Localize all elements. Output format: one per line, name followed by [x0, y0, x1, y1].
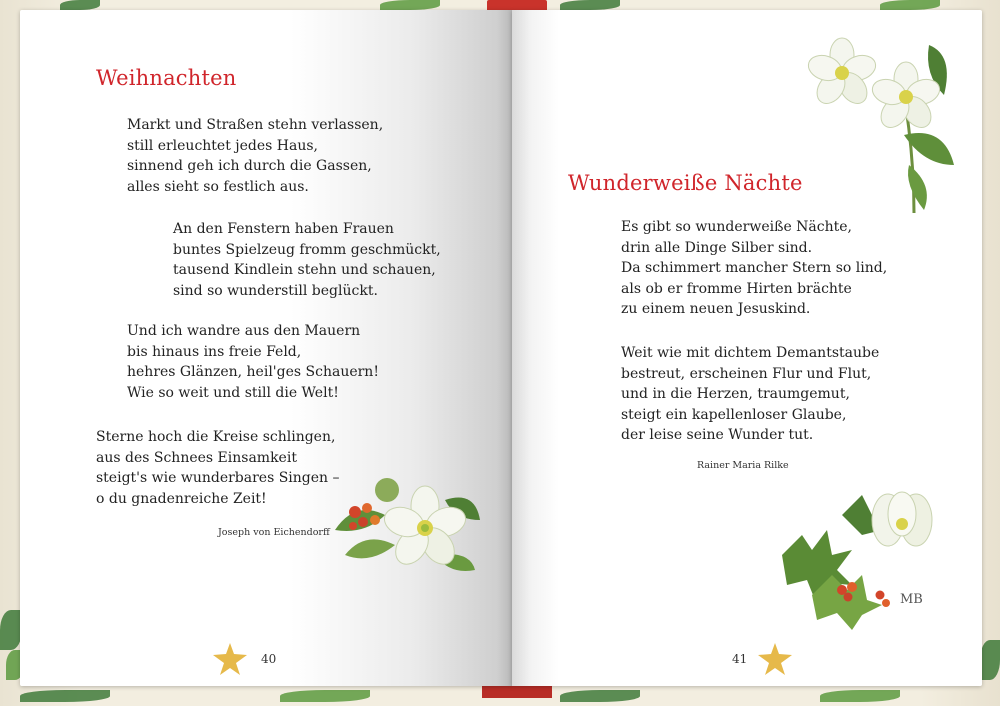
poem-title-left: Weihnachten [96, 66, 237, 90]
page-number-right: 41 [732, 652, 748, 666]
verse-line: hehres Glänzen, heil'ges Schauern! [127, 364, 379, 380]
cover-leaf-decoration [820, 690, 900, 702]
verse-line: Da schimmert mancher Stern so lind, [621, 260, 888, 276]
cover-leaf-decoration [380, 0, 440, 10]
verse-line: aus des Schnees Einsamkeit [96, 449, 297, 466]
verse-line: Weit wie mit dichtem Demantstaube [621, 345, 880, 361]
star-icon [212, 642, 248, 676]
cover-leaf-decoration [280, 690, 370, 702]
verse-line: als ob er fromme Hirten brächte [621, 280, 852, 297]
stanza-1 [621, 217, 887, 320]
cover-leaf-decoration [20, 690, 110, 702]
page-number-left: 40 [261, 652, 277, 666]
verse-line: der leise seine Wunder tut. [621, 427, 814, 443]
holly-berries [772, 475, 942, 630]
verse-line: zu einem neuen Jesuskind. [621, 301, 811, 317]
cover-leaf-decoration [560, 690, 640, 702]
star-icon [757, 642, 793, 676]
author-right: Rainer Maria Rilke [697, 460, 789, 471]
verse-line: steigt ein kapellenloser Glaube, [621, 406, 847, 423]
cover-leaf-decoration [60, 0, 100, 10]
verse-line: buntes Spielzeug fromm geschmückt, [173, 241, 441, 258]
verse-line: o du gnadenreiche Zeit! [96, 490, 267, 507]
verse-line: Wie so weit und still die Welt! [127, 384, 339, 401]
verse-line: und in die Herzen, traumgemut, [621, 386, 850, 402]
stanza-3 [127, 321, 379, 403]
verse-line: Markt und Straßen stehn verlassen, [127, 117, 384, 133]
verse-line: bis hinaus ins freie Feld, [127, 343, 302, 360]
verse-line: bestreut, erscheinen Flur und Flut, [621, 365, 872, 382]
stanza-4 [96, 427, 340, 509]
verse-line: Es gibt so wunderweiße Nächte, [621, 219, 852, 235]
verse-line: Sterne hoch die Kreise schlingen, [96, 429, 336, 445]
artist-signature: MB [900, 592, 923, 607]
verse-line: sind so wunderstill beglückt. [173, 282, 378, 299]
cover-leaf-decoration [980, 640, 1000, 680]
cover-leaf-decoration [880, 0, 940, 10]
left-page [20, 10, 512, 686]
verse-line: tausend Kindlein stehn und schauen, [173, 262, 436, 278]
stanza-1 [127, 115, 383, 197]
verse-line: alles sieht so festlich aus. [127, 178, 309, 195]
verse-line: Und ich wandre aus den Mauern [127, 323, 361, 339]
verse-line: still erleuchtet jedes Haus, [127, 137, 319, 154]
verse-line: sinnend geh ich durch die Gassen, [127, 158, 372, 174]
hellebore-flower [325, 460, 485, 585]
stanza-2 [173, 219, 441, 301]
author-left: Joseph von Eichendorff [218, 527, 330, 538]
hellebore-flower [794, 35, 959, 215]
stanza-2 [621, 343, 879, 446]
right-page [512, 10, 982, 686]
poem-title-right: Wunderweiße Nächte [568, 171, 803, 195]
verse-line: An den Fenstern haben Frauen [173, 221, 394, 237]
verse-line: steigt's wie wunderbares Singen – [96, 470, 340, 486]
cover-leaf-decoration [560, 0, 620, 10]
cover-leaf-decoration [0, 610, 22, 650]
verse-line: drin alle Dinge Silber sind. [621, 239, 813, 256]
